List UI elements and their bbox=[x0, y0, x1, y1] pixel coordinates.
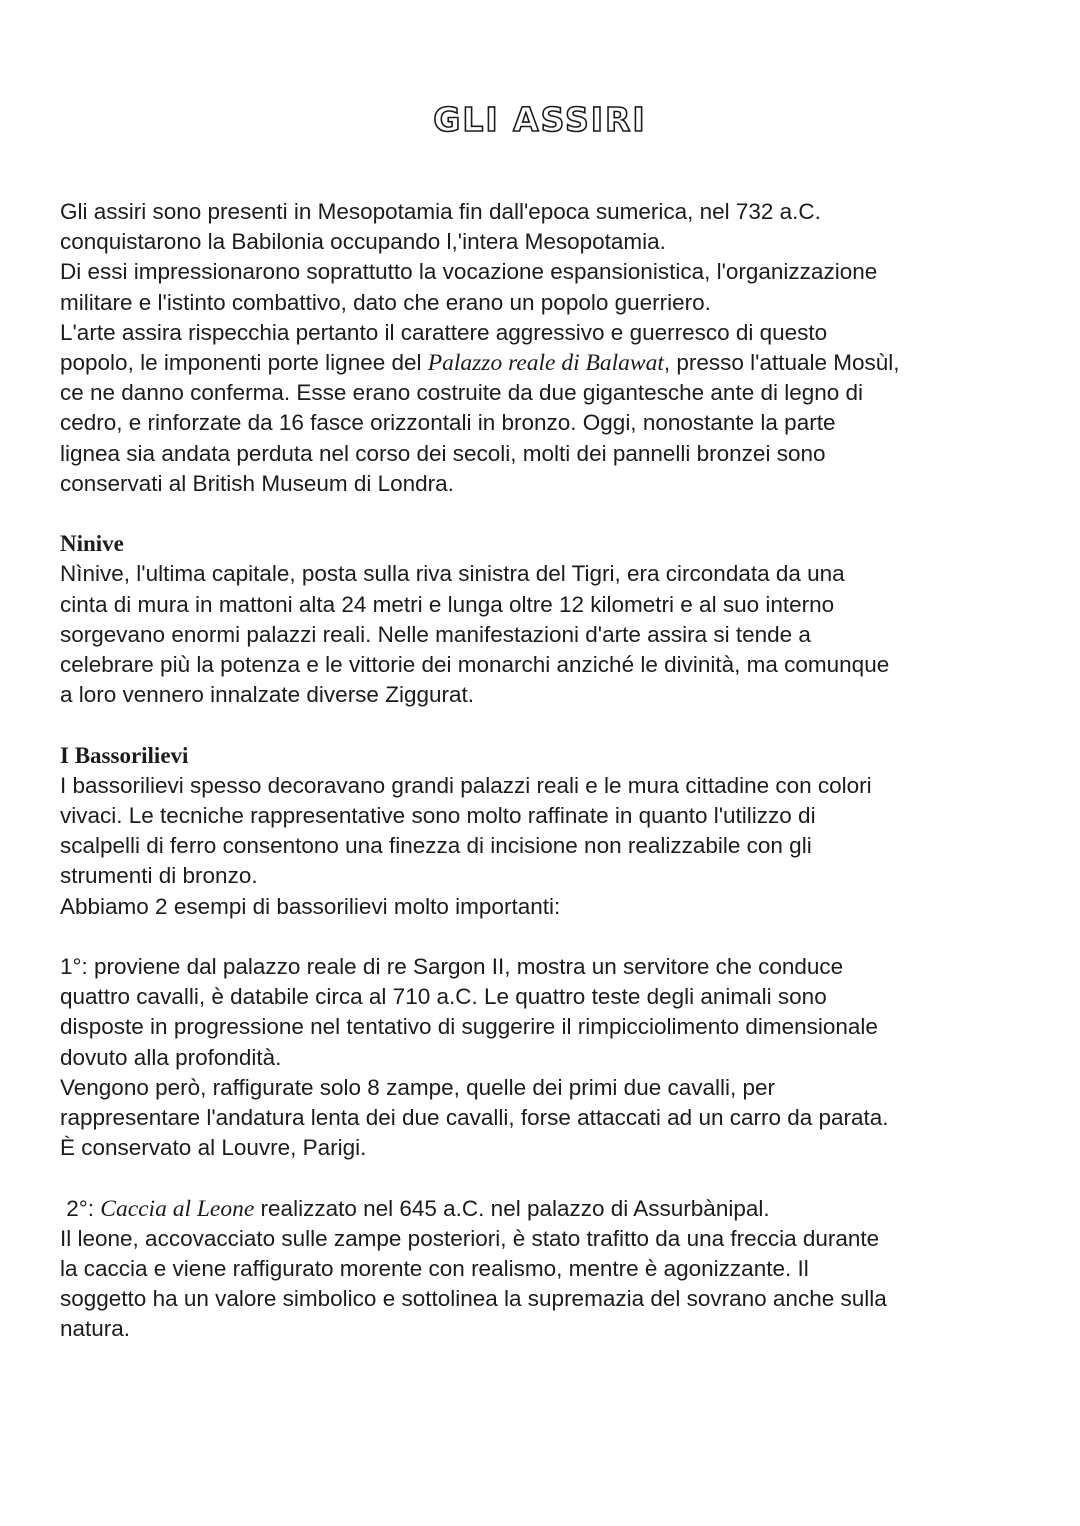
text-line: Gli assiri sono presenti in Mesopotamia fin dall'epoca sumerica, nel 732 a.C. bbox=[60, 199, 821, 224]
text-line: conquistarono la Babilonia occupando l,'intera Mesopotamia. bbox=[60, 229, 666, 255]
spacer bbox=[60, 1163, 1020, 1193]
section-heading-ninive: Ninive bbox=[60, 531, 124, 557]
text-line bbox=[60, 348, 1020, 378]
section-heading-bassorilievi: I Bassorilievi bbox=[60, 742, 189, 768]
text-line: cinta di mura in mattoni alta 24 metri e lunga oltre 12 kilometri e al suo interno bbox=[60, 591, 835, 617]
text-line: I bassorilievi spesso decoravano grandi palazzi reali e le mura cittadine con colori bbox=[60, 772, 872, 798]
text-line: rappresentare l'andatura lenta dei due cavalli, forse attaccati ad un carro da parata. bbox=[60, 1105, 889, 1131]
document-body bbox=[60, 197, 1020, 1345]
text-line: a loro vennero innalzate diverse Ziggurat. bbox=[60, 682, 474, 708]
text-line: soggetto ha un valore simbolico e sottolinea la supremazia del sovrano anche sulla bbox=[60, 1286, 887, 1312]
example-1-section bbox=[60, 952, 1020, 1163]
spacer bbox=[60, 922, 1020, 952]
intro-paragraph bbox=[60, 197, 1020, 499]
text-line: È conservato al Louvre, Parigi. bbox=[60, 1135, 367, 1161]
text-line: dovuto alla profondità. bbox=[60, 1044, 282, 1070]
text-line: Vengono però, raffigurate solo 8 zampe, quelle dei primi due cavalli, per bbox=[60, 1074, 776, 1100]
text-line: disposte in progressione nel tentativo di suggerire il rimpicciolimento dimensionale bbox=[60, 1014, 878, 1040]
spacer bbox=[60, 499, 1020, 529]
text-run: popolo, le imponenti porte lignee del bbox=[60, 350, 428, 376]
text-line: Di essi impressionarono soprattutto la vocazione espansionistica, l'organizzazione bbox=[60, 259, 878, 285]
bassorilievi-section bbox=[60, 741, 1020, 922]
page-title: GLI ASSIRI bbox=[433, 100, 647, 139]
artwork-title: Caccia al Leone bbox=[100, 1195, 255, 1222]
text-line: ce ne danno conferma. Esse erano costruite da due gigantesche ante di legno di bbox=[60, 380, 864, 406]
text-line: natura. bbox=[60, 1316, 131, 1342]
text-line: vivaci. Le tecniche rappresentative sono molto raffinate in quanto l'utilizzo di bbox=[60, 803, 816, 829]
text-line: Il leone, accovacciato sulle zampe posteriori, è stato trafitto da una freccia durante bbox=[60, 1225, 880, 1251]
text-line: L'arte assira rispecchia pertanto il carattere aggressivo e guerresco di questo bbox=[60, 319, 828, 345]
text-line: conservati al British Museum di Londra. bbox=[60, 470, 454, 496]
text-line: quattro cavalli, è databile circa al 710 a.C. Le quattro teste degli animali sono bbox=[60, 984, 827, 1010]
text-run: realizzato nel 645 a.C. nel palazzo di Assurbànipal. bbox=[254, 1195, 770, 1221]
text-line: la caccia e viene raffigurato morente con realismo, mentre è agonizzante. Il bbox=[60, 1256, 809, 1282]
text-line: cedro, e rinforzate da 16 fasce orizzontali in bronzo. Oggi, nonostante la parte bbox=[60, 410, 836, 436]
text-line: strumenti di bronzo. bbox=[60, 863, 258, 889]
ninive-section bbox=[60, 529, 1020, 710]
text-line: Nìnive, l'ultima capitale, posta sulla riva sinistra del Tigri, era circondata da una bbox=[60, 561, 845, 587]
text-line: scalpelli di ferro consentono una finezza di incisione non realizzabile con gli bbox=[60, 833, 812, 859]
text-line: celebrare più la potenza e le vittorie dei monarchi anziché le divinità, ma comunque bbox=[60, 652, 890, 678]
palace-name: Palazzo reale di Balawat bbox=[427, 350, 664, 377]
example-2-section bbox=[60, 1194, 1020, 1345]
text-line: Abbiamo 2 esempi di bassorilievi molto importanti: bbox=[60, 893, 561, 919]
text-line: lignea sia andata perduta nel corso dei secoli, molti dei pannelli bronzei sono bbox=[60, 440, 826, 466]
text-line: sorgevano enormi palazzi reali. Nelle manifestazioni d'arte assira si tende a bbox=[60, 621, 811, 647]
text-line bbox=[60, 1194, 1020, 1224]
text-line: 1°: proviene dal palazzo reale di re Sargon II, mostra un servitore che conduce bbox=[60, 954, 844, 980]
text-run: , presso l'attuale Mosùl, bbox=[663, 350, 900, 376]
spacer bbox=[60, 710, 1020, 740]
text-run: 2°: bbox=[60, 1195, 101, 1221]
text-line: militare e l'istinto combattivo, dato che erano un popolo guerriero. bbox=[60, 289, 711, 315]
